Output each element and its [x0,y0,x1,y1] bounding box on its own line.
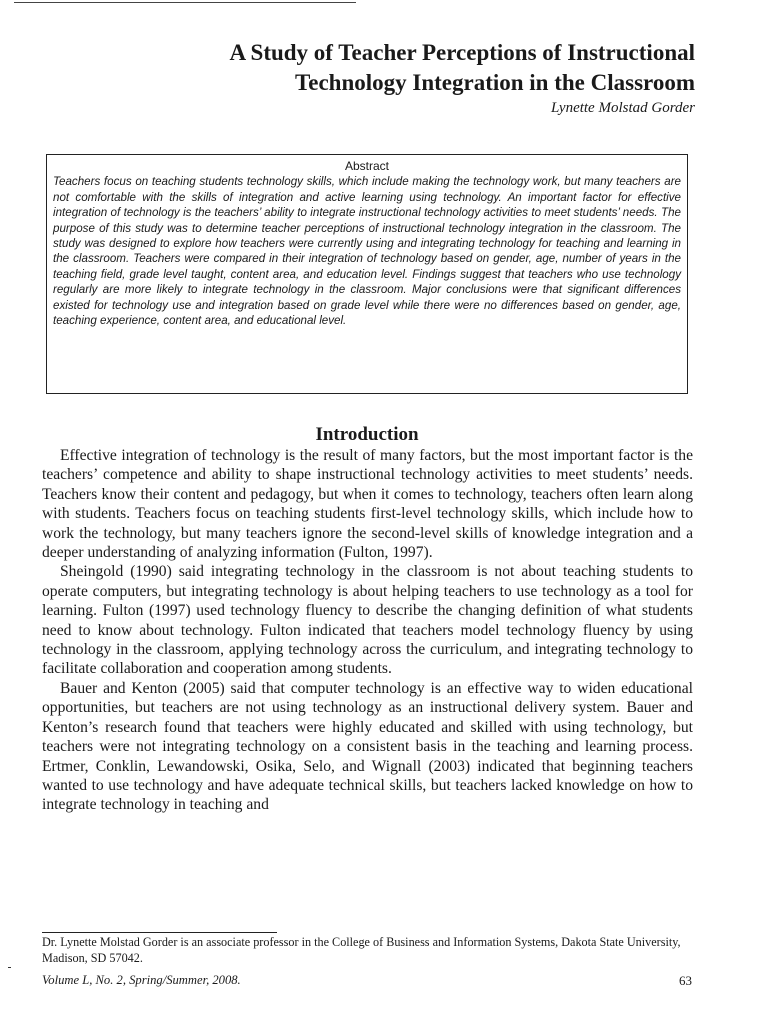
journal-volume: Volume L, No. 2, Spring/Summer, 2008. [42,973,241,987]
title-line-2: Technology Integration in the Classroom [295,70,695,95]
introduction-body [42,446,693,815]
article-title [40,38,695,98]
page-number: 63 [679,973,692,988]
introduction-heading: Introduction [315,424,419,445]
footnote-rule [42,932,277,933]
author-footnote: Dr. Lynette Molstad Gorder is an associate professor in the College of Business and Information Systems, Dakota State University, Madison, SD 57042. [42,935,681,965]
abstract-box [46,154,688,394]
title-line-1: A Study of Teacher Perceptions of Instructional [229,40,695,65]
paragraph: Bauer and Kenton (2005) said that computer technology is an effective way to widen educational opportunities, but teachers are not using technology as an instructional delivery system. Bauer and Kenton’s research found that teachers were highly educated and skilled with using technology, but teachers were not integrating technology on a consistent basis in the teaching and learning process. Ertmer, Conklin, Lewandowski, Osika, Selo, and Wignall (2003) indicated that beginning teachers wanted to use technology and have adequate technical skills, but teachers lacked knowledge on how to integrate technology in teaching and [42,679,693,814]
top-rule [14,2,356,3]
paragraph: Effective integration of technology is the result of many factors, but the most important factor is the teachers’ competence and ability to shape instructional technology activities to meet students’ needs. Teachers know their content and pedagogy, but when it comes to technology, teachers often learn along with students. Teachers focus on teaching students first-level technology skills, which include how to work the technology, but many teachers ignore the second-level skills of knowledge integration and a deeper understanding of analyzing information (Fulton, 1997). [42,447,693,562]
author-name: Lynette Molstad Gorder [551,100,695,116]
paragraph: Sheingold (1990) said integrating technology in the classroom is not about teaching students to operate computers, but integrating technology is about helping teachers to use technology as a tool for learning. Fulton (1997) used technology fluency to describe the changing definition of what students need to know about technology. Fulton indicated that teachers model technology fluency by using technology in the classroom, applying technology across the curriculum, and integrating technology to facilitate collaboration and cooperation among students. [42,563,693,678]
abstract-text: Teachers focus on teaching students technology skills, which include making the technology work, but many teachers are not comfortable with the skills of integration and active learning using technology. An important factor for effective integration of technology is the teachers’ ability to integrate instructional technology activities to meet students’ needs. The purpose of this study was to determine teacher perceptions of instructional technology integration in the classroom. The study was designed to explore how teachers were currently using and integrating technology for teaching and learning in the classroom. Teachers were compared in their integration of technology based on gender, age, number of years in the teaching field, grade level taught, content area, and education level. Findings suggest that teachers who use technology regularly are more likely to integrate technology in the classroom. Major conclusions were that significant differences existed for technology use and integration based on grade level while there were no differences based on gender, age, teaching experience, content area, and educational level. [53,175,681,328]
abstract-heading: Abstract [344,159,389,173]
scan-edge-mark [8,967,11,968]
